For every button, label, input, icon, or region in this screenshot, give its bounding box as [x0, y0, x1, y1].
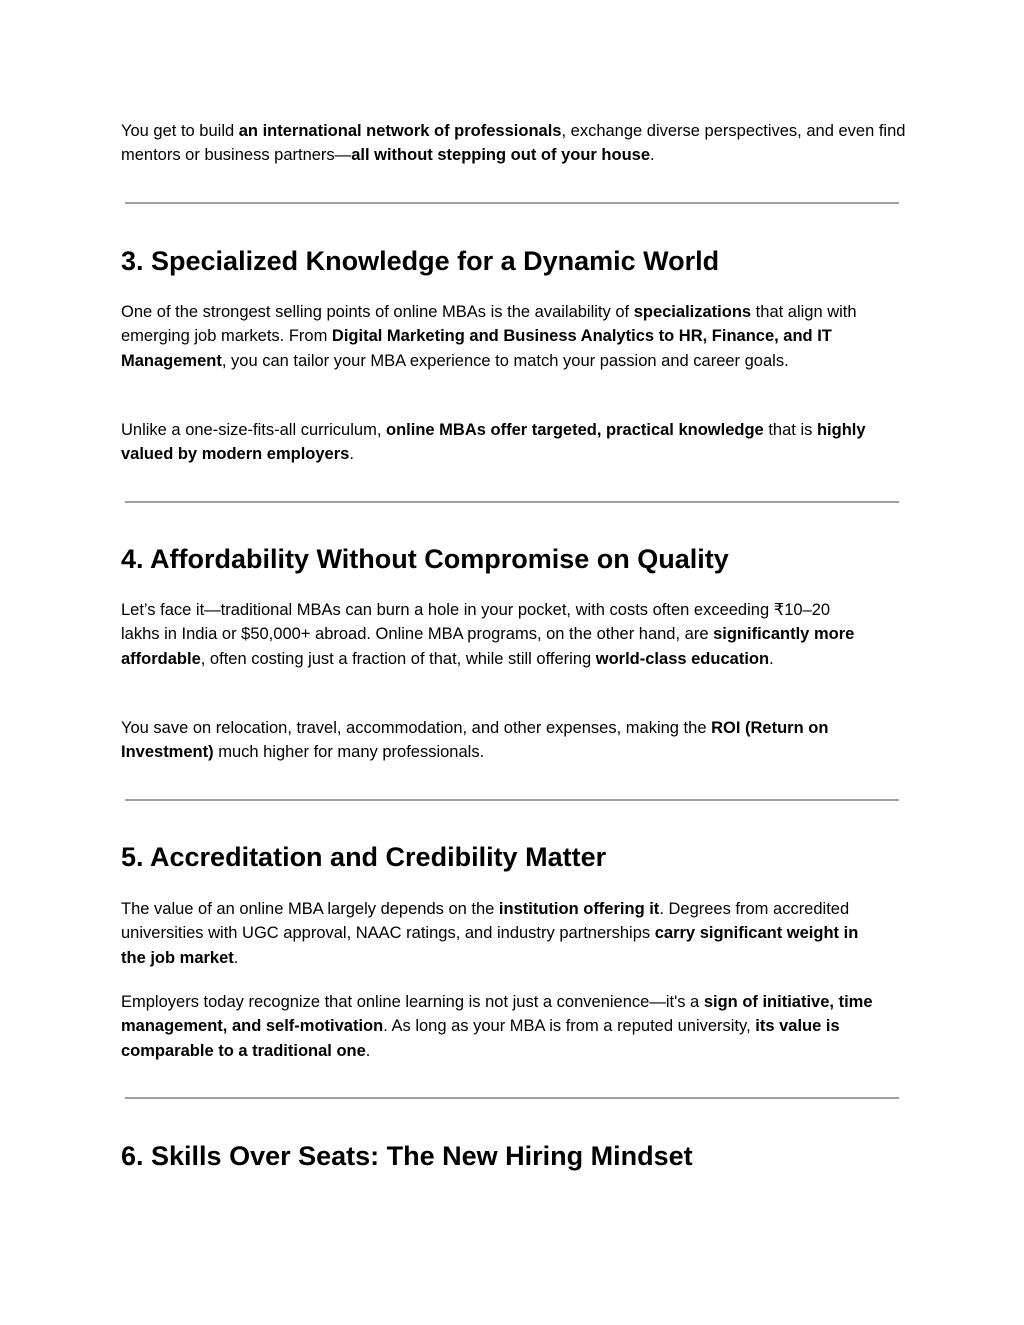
bold-text: world-class education: [595, 649, 770, 668]
text-run: One of the strongest selling points of online MBAs is the availability of: [121, 303, 634, 321]
bold-text: Digital Marketing and Business Analytics to HR, Finance, and IT Management: [121, 327, 832, 370]
bold-text: carry significant weight in the job market: [121, 924, 859, 967]
text-run: . As long as your MBA is from a reputed university,: [383, 1017, 756, 1036]
bold-text: sign of initiative, time management, and self-motivation: [121, 993, 873, 1036]
section-heading: 4. Affordability Without Compromise on Quality: [121, 544, 729, 574]
text-run: Let’s face it—traditional MBAs can burn a hole in your pocket, with costs often exceeding ₹10–20 lakhs in India or $50,000+ abroad. Online MBA programs, on the other hand, are: [121, 601, 831, 644]
bold-text: significantly more affordable: [121, 625, 855, 668]
section-divider: [125, 799, 899, 801]
bold-text: its value is comparable to a traditional one: [121, 1017, 840, 1060]
bold-text: an international network of professionals: [238, 122, 562, 140]
section4-paragraph-1: [121, 598, 861, 671]
bold-text: specializations: [633, 303, 752, 321]
bold-text: highly valued by modern employers: [121, 421, 866, 464]
text-run: , exchange diverse perspectives, and even find mentors or business partners—: [121, 122, 906, 165]
text-run: You get to build: [121, 122, 239, 140]
text-run: .: [365, 1041, 371, 1060]
bold-text: all without stepping out of your house: [351, 146, 651, 165]
section3-paragraph-2: [121, 418, 911, 467]
intro-paragraph: [121, 119, 911, 168]
text-run: , you can tailor your MBA experience to match your passion and career goals.: [221, 351, 789, 370]
text-run: that align with emerging job markets. From: [121, 303, 857, 346]
section5-paragraph-1: [121, 897, 863, 970]
text-run: that is: [763, 421, 817, 439]
text-run: You save on relocation, travel, accommodation, and other expenses, making the: [121, 719, 712, 737]
text-run: .: [769, 649, 774, 668]
section5-paragraph-2: [121, 990, 881, 1063]
text-run: . Degrees from accredited universities with UGC approval, NAAC ratings, and industry partnerships: [121, 900, 850, 943]
text-run: .: [233, 948, 239, 967]
section-heading: 3. Specialized Knowledge for a Dynamic World: [121, 246, 720, 276]
text-run: , often costing just a fraction of that, while still offering: [200, 649, 596, 668]
text-run: Employers today recognize that online learning is not just a convenience—it's a: [121, 993, 704, 1011]
text-run: Unlike a one-size-fits-all curriculum,: [121, 421, 386, 439]
text-run: much higher for many professionals.: [213, 743, 485, 762]
section-divider: [125, 501, 899, 503]
bold-text: online MBAs offer targeted, practical knowledge: [386, 421, 764, 439]
bold-text: ROI (Return on Investment): [121, 719, 829, 762]
section4-paragraph-2: [121, 716, 893, 765]
section-divider: [125, 202, 899, 204]
section-heading: 6. Skills Over Seats: The New Hiring Mindset: [121, 1141, 693, 1171]
section-divider: [125, 1097, 899, 1099]
bold-text: institution offering it: [498, 900, 660, 918]
text-run: .: [349, 445, 354, 464]
text-run: The value of an online MBA largely depends on the: [121, 900, 499, 918]
section-heading: 5. Accreditation and Credibility Matter: [121, 842, 607, 872]
text-run: .: [650, 146, 655, 165]
section3-paragraph-1: [121, 300, 907, 373]
